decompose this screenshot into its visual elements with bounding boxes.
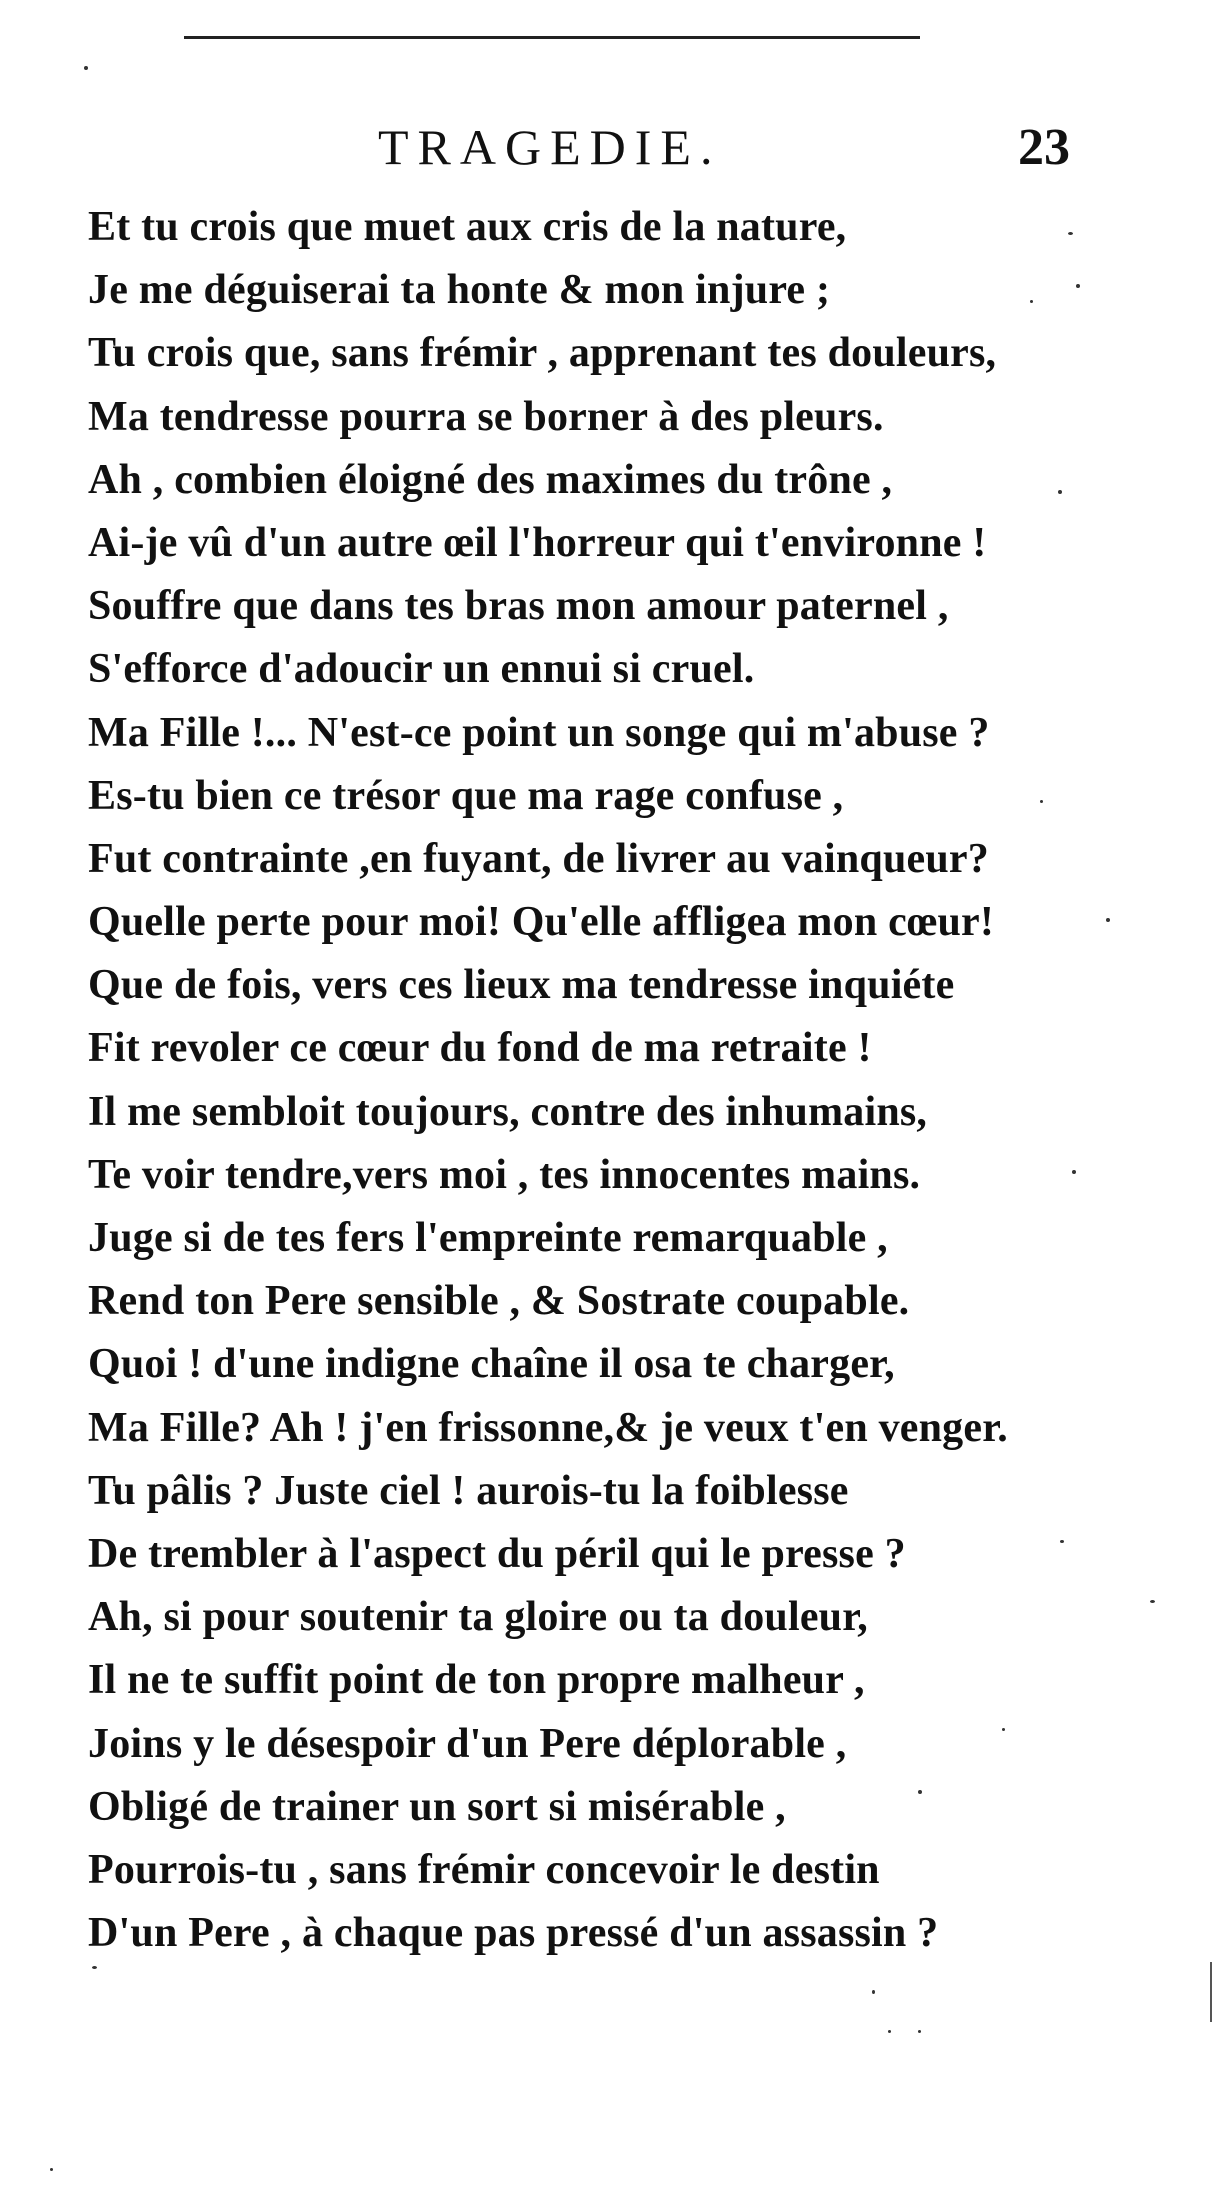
verse-line: Quelle perte pour moi! Qu'elle affligea mon cœur!	[88, 899, 995, 946]
scan-speck	[918, 1790, 922, 1794]
scan-speck	[1072, 1170, 1076, 1174]
verse-line: Et tu crois que muet aux cris de la nature,	[88, 204, 847, 250]
verse-line: Rend ton Pere sensible , & Sostrate coupable.	[88, 1278, 910, 1325]
scan-speck	[1068, 232, 1073, 235]
verse-line: Que de fois, vers ces lieux ma tendresse inquiéte	[88, 962, 955, 1009]
scan-speck	[84, 66, 88, 70]
scan-speck	[1030, 300, 1033, 303]
verse-line: Ah , combien éloigné des maximes du trône ,	[88, 456, 893, 503]
verse-line: Ma tendresse pourra se borner à des pleurs.	[88, 393, 884, 440]
verse-line: Il ne te suffit point de ton propre malheur ,	[88, 1657, 865, 1704]
scan-speck	[918, 2030, 921, 2033]
verse-line: Je me déguiserai ta honte & mon injure ;	[88, 267, 831, 314]
verse-line: Fut contrainte ,en fuyant, de livrer au vainqueur?	[88, 835, 989, 882]
top-rule	[184, 36, 920, 39]
verse-line: Es-tu bien ce trésor que ma rage confuse ,	[88, 772, 844, 819]
scan-speck	[1076, 284, 1080, 288]
running-head: TRAGEDIE.	[378, 119, 722, 175]
scan-speck	[872, 1990, 875, 1994]
verse-line: Obligé de trainer un sort si misérable ,	[88, 1783, 786, 1830]
scan-speck	[92, 1966, 97, 1969]
verse-line: Quoi ! d'une indigne chaîne il osa te charger,	[88, 1341, 895, 1388]
scan-speck	[1060, 1540, 1064, 1543]
scan-speck	[1106, 918, 1110, 922]
verse-line: Tu crois que, sans frémir , apprenant tes douleurs,	[88, 330, 997, 377]
scan-edge-mark	[1210, 1962, 1212, 2022]
verse-line: Ma Fille !... N'est-ce point un songe qui m'abuse ?	[88, 709, 990, 756]
verse-line: S'efforce d'adoucir un ennui si cruel.	[88, 646, 755, 693]
scan-speck	[1058, 490, 1062, 494]
verse-line: Il me sembloit toujours, contre des inhumains,	[88, 1088, 928, 1135]
scan-speck	[1150, 1600, 1155, 1603]
verse-line: Fit revoler ce cœur du fond de ma retraite !	[88, 1025, 872, 1072]
verse-line: De trembler à l'aspect du péril qui le presse ?	[88, 1530, 906, 1577]
verse-block	[88, 196, 1128, 1965]
verse-line: Ai-je vû d'un autre œil l'horreur qui t'environne !	[88, 519, 987, 566]
verse-line: Tu pâlis ? Juste ciel ! aurois-tu la foiblesse	[88, 1467, 849, 1514]
scan-speck	[1002, 1728, 1005, 1731]
verse-line: Te voir tendre,vers moi , tes innocentes mains.	[88, 1151, 921, 1198]
verse-line: Ma Fille? Ah ! j'en frissonne,& je veux t'en venger.	[88, 1404, 1008, 1451]
verse-line: Pourrois-tu , sans frémir concevoir le destin	[88, 1846, 880, 1893]
page-number: 23	[1018, 119, 1070, 176]
verse-line: Souffre que dans tes bras mon amour paternel ,	[88, 583, 949, 630]
scan-speck	[1040, 800, 1043, 803]
verse-line: D'un Pere , à chaque pas pressé d'un assassin ?	[88, 1910, 939, 1957]
scan-speck	[50, 2168, 53, 2171]
verse-line: Juge si de tes fers l'empreinte remarquable ,	[88, 1215, 888, 1261]
scan-speck	[888, 2030, 891, 2033]
verse-line: Ah, si pour soutenir ta gloire ou ta douleur,	[88, 1594, 868, 1641]
verse-line: Joins y le désespoir d'un Pere déplorable ,	[88, 1720, 847, 1767]
